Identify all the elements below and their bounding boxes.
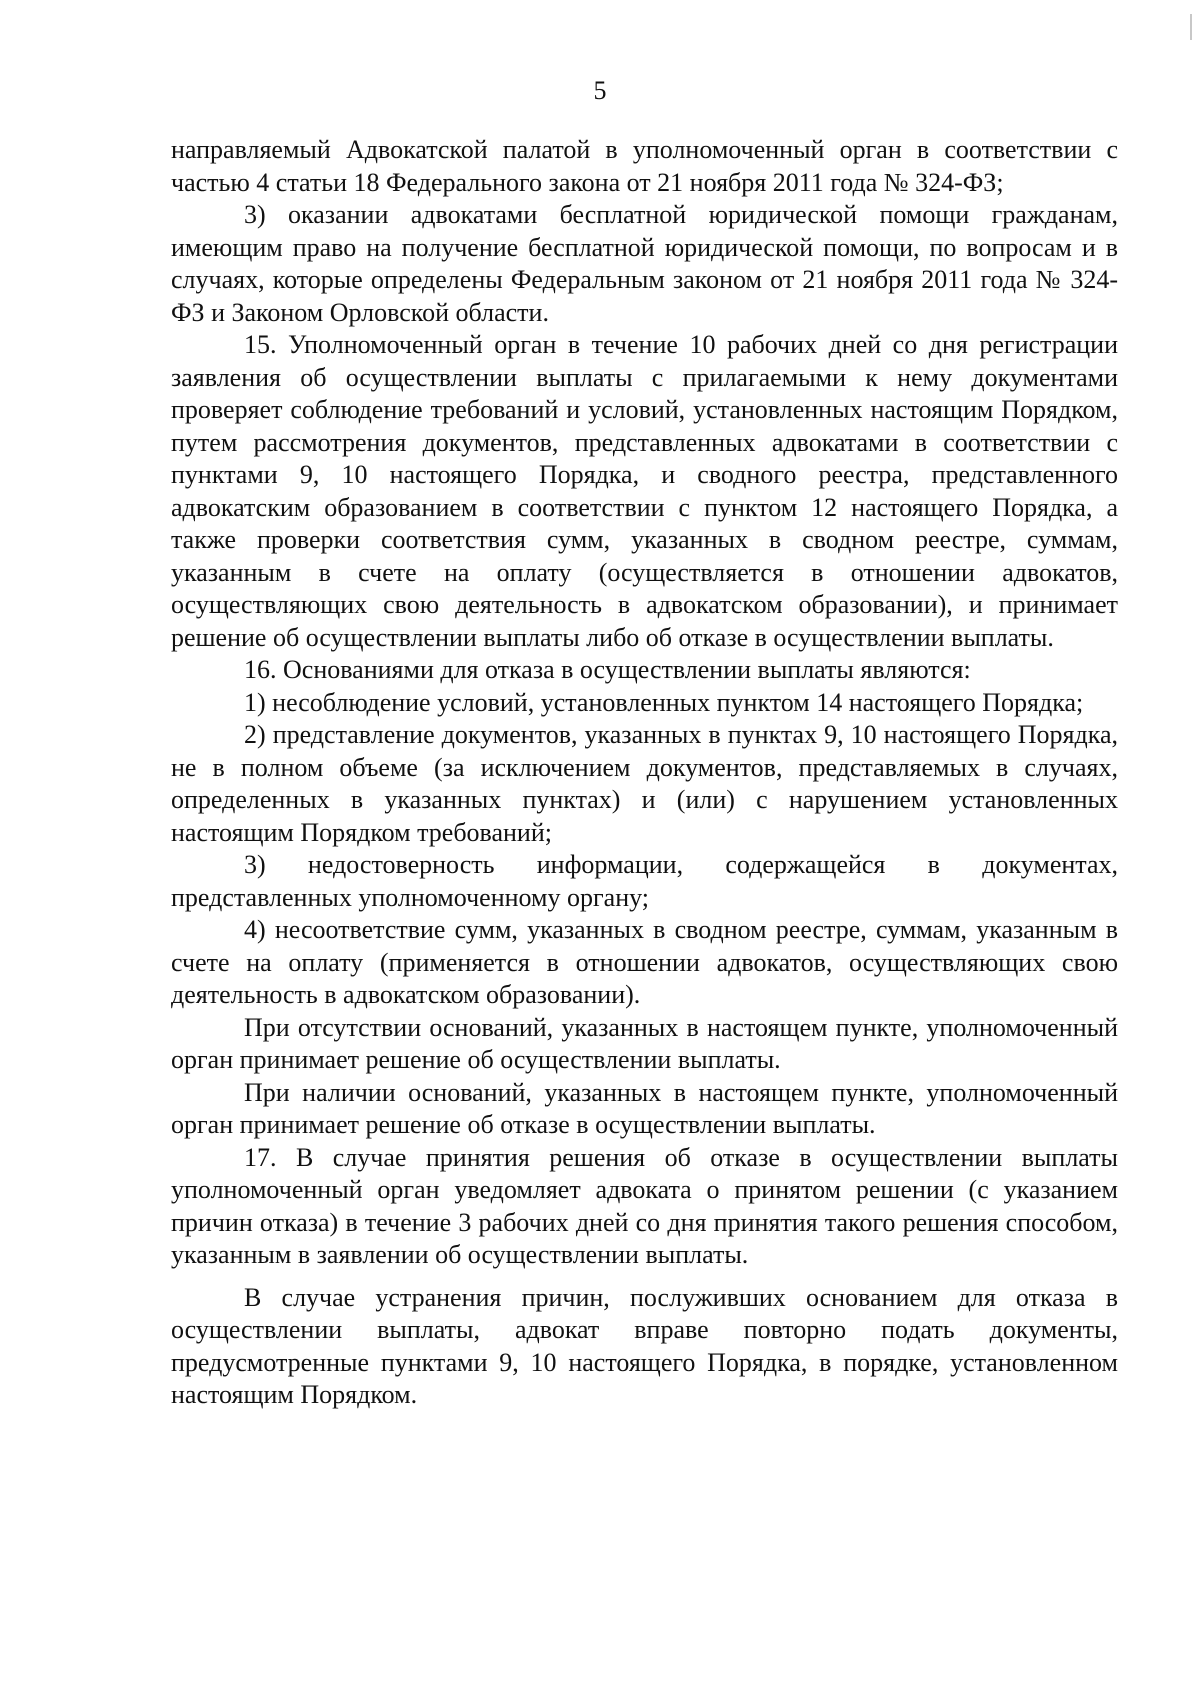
scan-edge-mark [1190,14,1192,40]
paragraph-16-presence: При наличии оснований, указанных в настоящем пункте, уполномоченный орган принимает решение об отказе в осуществлении выплаты. [171,1077,1118,1139]
paragraph-17-resubmit: В случае устранения причин, послуживших основанием для отказа в осуществлении выплаты, адвокат вправе повторно подать документы, предусмотренные пунктами 9, 10 настоящего Порядка, в порядке, установленном настоящим Порядком. [171,1282,1118,1409]
paragraph-16-item-1: 1) несоблюдение условий, установленных пунктом 14 настоящего Порядка; [244,687,1084,717]
paragraph-15: 15. Уполномоченный орган в течение 10 рабочих дней со дня регистрации заявления об осуществлении выплаты с прилагаемыми к нему документами проверяет соблюдение требований и условий, установленных настоящим Порядком, путем рассмотрения документов, представленных адвокатами в соответствии с пунктами 9, 10 настоящего Порядка, и сводного реестра, представленного адвокатским образованием в соответствии с пунктом 12 настоящего Порядка, а также проверки соответствия сумм, указанных в сводном реестре, суммам, указанным в счете на оплату (осуществляется в отношении адвокатов, осуществляющих свою деятельность в адвокатском образовании), и принимает решение об осуществлении выплаты либо об отказе в осуществлении выплаты. [171,330,1118,652]
paragraph-16-item-3: 3) недостоверность информации, содержащейся в документах, представленных уполномоченному органу; [171,850,1118,912]
document-body [171,134,1118,1412]
paragraph-item-3: 3) оказании адвокатами бесплатной юридической помощи гражданам, имеющим право на получение бесплатной юридической помощи, по вопросам и в случаях, которые определены Федеральным законом от 21 ноября 2011 года № 324-ФЗ и Законом Орловской области. [171,200,1118,327]
paragraph-17: 17. В случае принятия решения об отказе в осуществлении выплаты уполномоченный орган уведомляет адвоката о принятом решении (с указанием причин отказа) в течение 3 рабочих дней со дня принятия такого решения способом, указанным в заявлении об осуществлении выплаты. [171,1142,1118,1269]
paragraph-16-absence: При отсутствии оснований, указанных в настоящем пункте, уполномоченный орган принимает решение об осуществлении выплаты. [171,1012,1118,1074]
paragraph-continuation: направляемый Адвокатской палатой в уполномоченный орган в соответствии с частью 4 статьи 18 Федерального закона от 21 ноября 2011 года № 324-ФЗ; [171,135,1118,197]
page-number: 5 [593,76,607,105]
paragraph-16-item-4: 4) несоответствие сумм, указанных в сводном реестре, суммам, указанным в счете на оплату (применяется в отношении адвокатов, осуществляющих свою деятельность в адвокатском образовании). [171,915,1118,1009]
paragraph-16: 16. Основаниями для отказа в осуществлении выплаты являются: [244,655,971,684]
paragraph-16-item-2: 2) представление документов, указанных в пунктах 9, 10 настоящего Порядка, не в полном объеме (за исключением документов, представляемых в случаях, определенных в указанных пунктах) и (или) с нарушением установленных настоящим Порядком требований; [171,720,1118,847]
